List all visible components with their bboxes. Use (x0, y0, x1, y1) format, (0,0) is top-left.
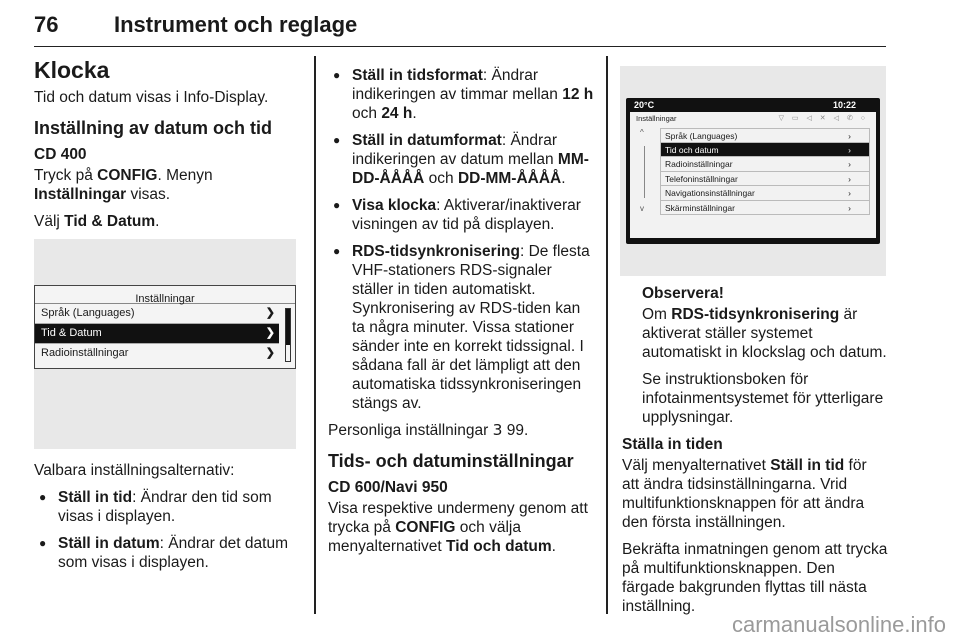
note-text: Se instruktionsboken för infotainmentsystemet för ytterligare upplysningar. (642, 371, 884, 426)
options-intro: Valbara inställningsalternativ: (34, 462, 235, 479)
chevron-right-icon: › (848, 202, 851, 213)
chevron-right-icon: › (848, 144, 851, 155)
column-3 (622, 58, 888, 624)
subheading: Inställning av datum och tid (34, 118, 273, 138)
paragraph: Välj Tid & Datum. (34, 213, 160, 230)
note-text: Om RDS-tidsynkronisering är aktiverat ställer systemet automatiskt in klockslag och datum. (642, 306, 887, 361)
column-1 (34, 56, 298, 580)
column-divider (606, 56, 608, 614)
list-item: ● Ställ in datumformat: Ändrar indikeringen av datum mellan MM-DD-ÅÅÅÅ och DD-MM-ÅÅÅÅ. (328, 131, 594, 188)
paragraph: Visa respektive undermeny genom att trycka på CONFIG och välja menyalternativet Tid och datum. (328, 500, 588, 555)
chevron-right-icon: ❯ (265, 307, 275, 319)
chevron-right-icon: › (848, 173, 851, 184)
settings-screen-figure (34, 239, 296, 449)
options-list (34, 488, 298, 572)
watermark: carmanualsonline.info (731, 612, 946, 637)
section-heading: Klocka (34, 57, 110, 83)
column-divider (314, 56, 316, 614)
menu-row: Navigationsinställningar › (660, 186, 870, 201)
menu-row-selected: Tid och datum › (660, 143, 870, 158)
display-screen (34, 285, 296, 369)
model-label: CD 600/Navi 950 (328, 479, 448, 496)
list-item: ● Ställ in datum: Ändrar det datum som visas i displayen. (34, 534, 298, 572)
note-box (622, 284, 888, 427)
list-item: ● Visa klocka: Aktiverar/inaktiverar visningen av tid på displayen. (328, 196, 594, 234)
menu-row: Språk (Languages) › (660, 128, 870, 143)
temperature-readout: 20°C (634, 100, 655, 110)
chevron-right-icon: › (848, 131, 851, 141)
menu-row: Radioinställningar ❯ (35, 344, 279, 363)
page-header (34, 6, 886, 47)
screen-title: Inställningar (636, 114, 677, 123)
options-list (328, 66, 594, 413)
list-item: ● RDS-tidsynkronisering: De flesta VHF-stationers RDS-signaler ställer in tiden automatiskt. Synkronisering av RDS-tiden kan ta några minuter. Vissa stationer sänder inte en korrekt tidssignal. I sådana fall är det lämpligt att den automatiska tidssynkroniseringen stängs av. (328, 242, 594, 413)
model-label: CD 400 (34, 146, 87, 163)
menu-row: Radioinställningar › (660, 157, 870, 172)
screen-title: Inställningar (35, 286, 295, 304)
page-title: Instrument och reglage (114, 12, 358, 37)
paragraph: Tryck på CONFIG. Menyn Inställningar visas. (34, 167, 213, 203)
scroll-indicator: ^ v (640, 128, 644, 213)
clock-readout: 10:22 (832, 100, 856, 110)
scrollbar-icon (285, 308, 291, 362)
paragraph: Bekräfta inmatningen genom att trycka på multifunktionsknappen. Den färgade bakgrunden flyttas till nästa inställning. (622, 541, 888, 615)
menu-row: Skärminställningar › (660, 201, 870, 216)
chevron-right-icon: › (848, 159, 851, 169)
subheading: Tids- och datuminställningar (328, 451, 574, 471)
menu-row: Språk (Languages) ❯ (35, 304, 279, 324)
subheading: Ställa in tiden (622, 436, 723, 453)
status-icons: ▽ ▭ ◁ ✕ ◁ ✆ ○ (778, 115, 868, 122)
chevron-right-icon: › (848, 188, 851, 198)
menu-row-selected: Tid & Datum ❯ (35, 324, 279, 344)
chevron-right-icon: ❯ (265, 327, 275, 339)
column-2 (328, 66, 594, 564)
chevron-right-icon: ❯ (265, 347, 275, 359)
note-title: Observera! (642, 285, 724, 302)
cross-reference[interactable]: Personliga inställningar 3 99. (328, 421, 529, 439)
page-number: 76 (34, 12, 59, 37)
arrow-right-icon: 3 (492, 421, 503, 439)
menu-row: Telefoninställningar › (660, 172, 870, 187)
intro-text: Tid och datum visas i Info-Display. (34, 89, 269, 106)
list-item: ● Ställ in tid: Ändrar den tid som visas i displayen. (34, 488, 298, 526)
list-item: ● Ställ in tidsformat: Ändrar indikeringen av timmar mellan 12 h och 24 h. (328, 66, 594, 123)
paragraph: Välj menyalternativet Ställ in tid för att ändra tidsinställningarna. Vrid multifunktionsknappen för att ändra den första inställningen. (622, 457, 867, 531)
